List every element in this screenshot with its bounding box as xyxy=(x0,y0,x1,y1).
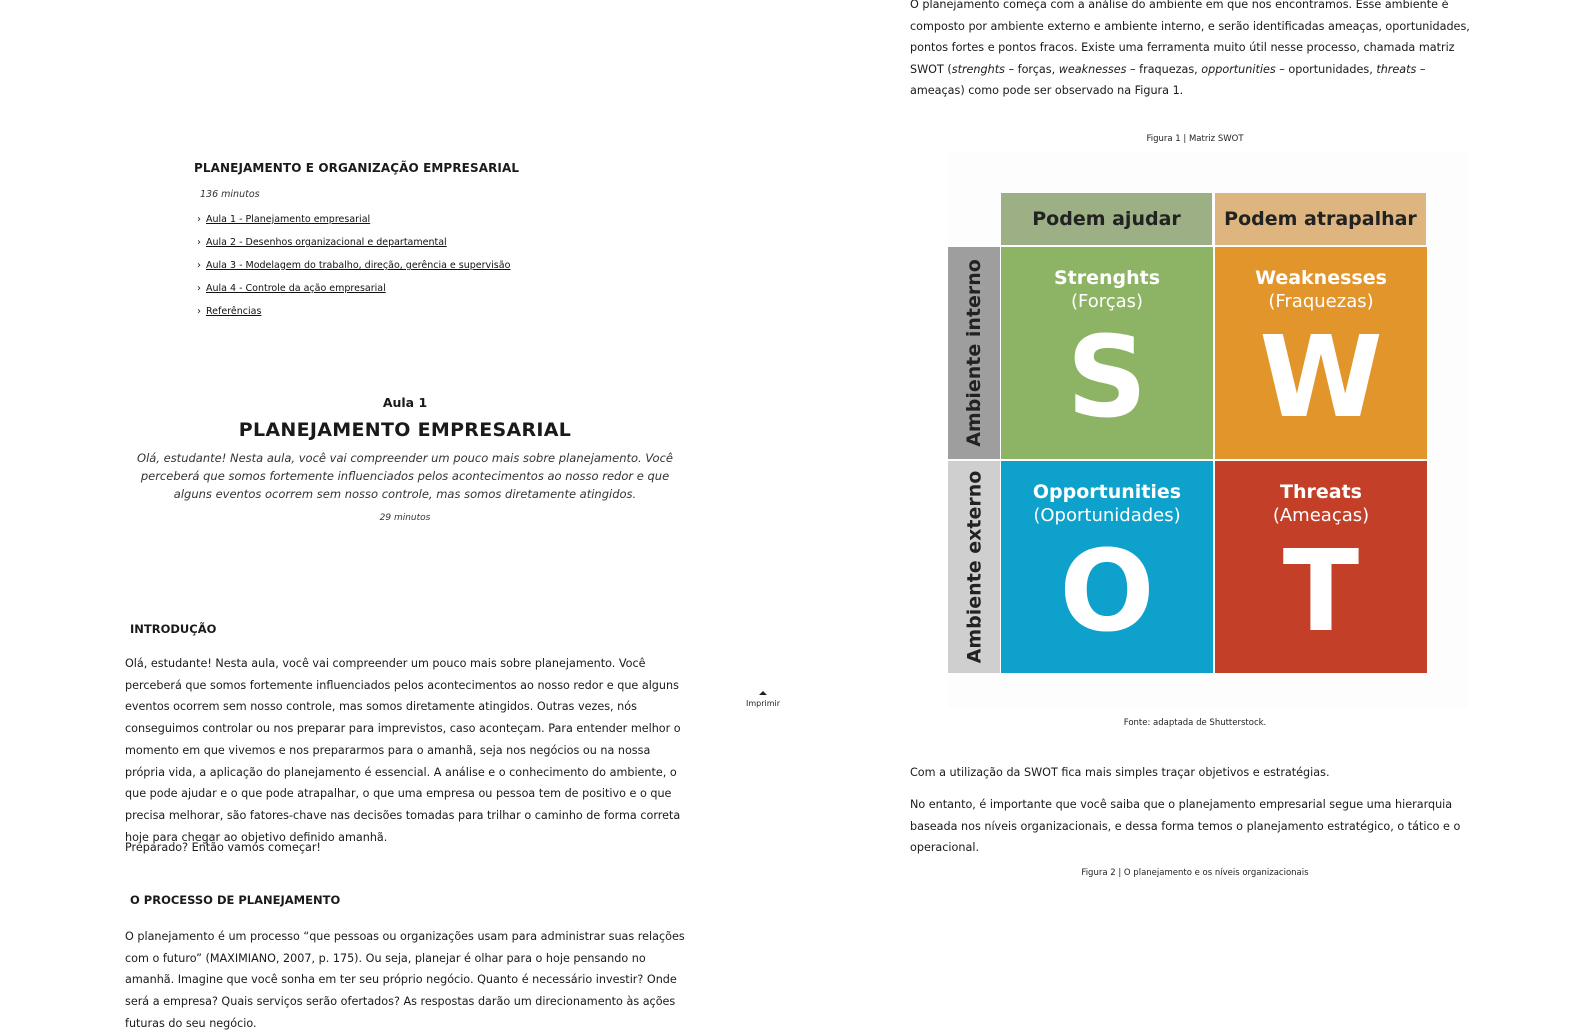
toc-item-aula-3 xyxy=(197,259,510,282)
swot-intro-paragraph xyxy=(910,0,1470,102)
swot-strengths-sub: (Forças) xyxy=(1070,291,1144,312)
content-right-column xyxy=(910,0,1480,1018)
toc-link-aula-4[interactable]: Aula 4 - Controle da ação empresarial xyxy=(206,283,386,294)
figure-2-caption: Figura 2 | O planejamento e os níveis organizacionais xyxy=(1081,868,1309,878)
toc-item-referencias xyxy=(197,305,510,328)
course-toc xyxy=(197,213,510,328)
course-duration: 136 minutos xyxy=(200,189,260,200)
course-title: PLANEJAMENTO E ORGANIZAÇÃO EMPRESARIAL xyxy=(194,161,520,175)
print-label: Imprimir xyxy=(746,699,781,708)
text-forcas: – forças, xyxy=(1004,62,1059,76)
toc-link-aula-1[interactable]: Aula 1 - Planejamento empresarial xyxy=(206,214,371,225)
lesson-duration: 29 minutos xyxy=(379,513,431,523)
lesson-column xyxy=(0,0,760,1030)
text-oportunidades: – oportunidades, xyxy=(1275,62,1377,76)
toc-link-aula-2[interactable]: Aula 2 - Desenhos organizacional e departamental xyxy=(206,237,447,248)
toc-item-aula-1 xyxy=(197,213,510,236)
swot-strengths-letter: S xyxy=(1066,313,1148,443)
swot-header-hinder: Podem atrapalhar xyxy=(1215,193,1426,245)
toc-link-referencias[interactable]: Referências xyxy=(206,306,262,317)
chevron-right-icon: › xyxy=(197,237,201,248)
intro-paragraph: Olá, estudante! Nesta aula, você vai compreender um pouco mais sobre planejamento. Você perceberá que somos fortemente influenciados pelos acontecimentos ao nosso redor e que alguns eventos ocorrem sem nosso controle, mas somos diretamente atingidos. Outras vezes, nós conseguimos controlar ou nos preparar para imprevistos, caso aconteçam. Para entender melhor o momento em que vivemos e nos prepararmos para o amanhã, seja nos negócios ou na nossa própria vida, a aplicação do planejamento é essencial. A análise e o conhecimento do ambiente, o que pode ajudar e o que pode atrapalhar, o que uma empresa ou pessoa tem de positivo e o que precisa melhorar, são fatores-chave nas decisões tomadas para trilhar o caminho de forma correta hoje para chegar ao objetivo definido amanhã. xyxy=(125,657,681,844)
figure-1-caption: Figura 1 | Matriz SWOT xyxy=(1146,134,1244,144)
lesson-title: PLANEJAMENTO EMPRESARIAL xyxy=(238,419,572,441)
chevron-right-icon: › xyxy=(197,283,201,294)
caret-up-icon xyxy=(759,691,767,695)
swot-side-external xyxy=(948,461,1000,673)
processo-paragraph: O planejamento é um processo “que pessoas ou organizações usam para administrar suas relações com o futuro” (MAXIMIANO, 2007, p. 175). Ou seja, planejar é olhar para o hoje pensando no amanhã. Imagine que você sonha em ter seu próprio negócio. Quanto é necessário investir? Onde será a empresa? Quais serviços serão ofertados? As respostas darão um direcionamento às ações futuras do seu negócio. xyxy=(125,930,685,1030)
swot-matrix-figure xyxy=(948,153,1468,708)
swot-opportunities-letter: O xyxy=(1059,527,1155,657)
swot-threats-name: Threats xyxy=(1280,481,1362,503)
term-threats: threats xyxy=(1376,62,1417,76)
hierarquia-paragraph: No entanto, é importante que você saiba que o planejamento empresarial segue uma hierarquia baseada nos níveis organizacionais, e dessa forma temos o planejamento estratégico, o tático e o operacional. xyxy=(910,798,1461,854)
swot-opportunities-name: Opportunities xyxy=(1032,481,1182,503)
term-opportunities: opportunities xyxy=(1201,62,1276,76)
chevron-right-icon: › xyxy=(197,260,201,271)
swot-header-help: Podem ajudar xyxy=(1001,193,1212,245)
swot-intro-text: O planejamento começa com a análise do ambiente em que nos encontramos. Esse ambiente é composto por ambiente externo e ambiente interno, e serão identificadas ameaças, oportunidades, pontos fortes e pontos fracos. Existe uma ferramenta muito útil nesse processo, chamada matriz SWOT ( xyxy=(910,0,1470,76)
swot-cell-strengths xyxy=(1001,247,1213,459)
intro-paragraph-2: Preparado? Então vamos começar! xyxy=(125,841,321,854)
print-button[interactable] xyxy=(746,691,780,708)
swot-opportunities-sub: (Oportunidades) xyxy=(1033,505,1181,526)
intro-heading: INTRODUÇÃO xyxy=(130,622,217,636)
lesson-header xyxy=(120,395,690,523)
lesson-lead: Olá, estudante! Nesta aula, você vai compreender um pouco mais sobre planejamento. Você perceberá que somos fortemente influenciados pelos acontecimentos ao nosso redor e que alguns eventos ocorrem sem nosso controle, mas somos diretamente atingidos. xyxy=(137,451,673,501)
toc-item-aula-4 xyxy=(197,282,510,305)
swot-strengths-name: Strenghts xyxy=(1053,267,1161,289)
figure-1-source: Fonte: adaptada de Shutterstock. xyxy=(1123,718,1267,728)
swot-side-external-label: Ambiente externo xyxy=(963,470,986,664)
chevron-right-icon: › xyxy=(197,214,201,225)
chevron-right-icon: › xyxy=(197,306,201,317)
swot-threats-letter: T xyxy=(1282,527,1360,657)
text-fraquezas: – fraquezas, xyxy=(1126,62,1202,76)
swot-side-internal xyxy=(948,247,1000,459)
toc-item-aula-2 xyxy=(197,236,510,259)
term-weaknesses: weaknesses xyxy=(1058,62,1127,76)
processo-heading: O PROCESSO DE PLANEJAMENTO xyxy=(130,893,341,907)
text-ameacas: – ameaças) como pode ser observado na Figura 1. xyxy=(910,62,1426,97)
swot-cell-weaknesses xyxy=(1215,247,1427,459)
swot-weaknesses-letter: W xyxy=(1259,313,1383,443)
swot-weaknesses-sub: (Fraquezas) xyxy=(1268,291,1374,312)
toc-link-aula-3[interactable]: Aula 3 - Modelagem do trabalho, direção, gerência e supervisão xyxy=(206,260,511,271)
swot-usage-paragraph: Com a utilização da SWOT fica mais simples traçar objetivos e estratégias. xyxy=(910,766,1330,779)
swot-weaknesses-name: Weaknesses xyxy=(1255,267,1387,289)
lesson-number: Aula 1 xyxy=(382,395,428,410)
swot-cell-opportunities xyxy=(1001,461,1213,673)
term-strengths: strenghts xyxy=(951,62,1005,76)
swot-side-internal-label: Ambiente interno xyxy=(963,259,986,447)
swot-cell-threats xyxy=(1215,461,1427,673)
swot-threats-sub: (Ameaças) xyxy=(1272,505,1370,526)
